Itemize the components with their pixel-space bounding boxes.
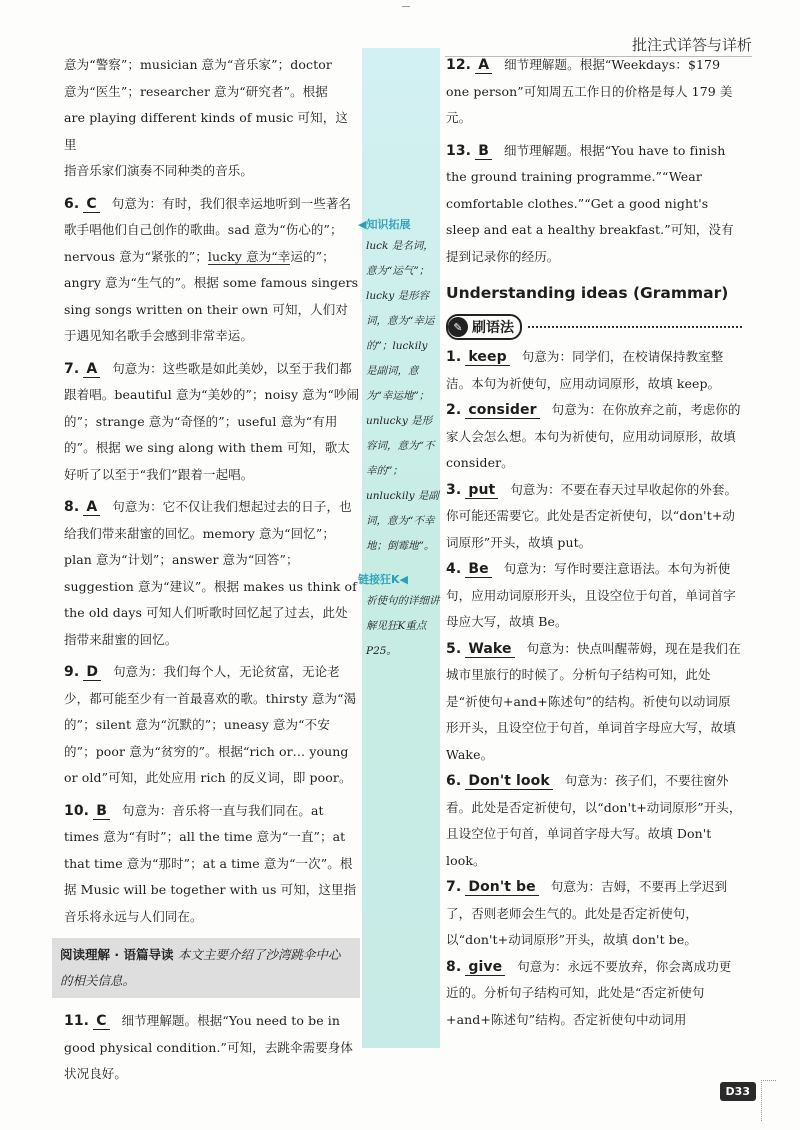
page-number: D33: [720, 1082, 756, 1101]
item-text: 句意为：孩子们，不要往窗外看。此处是否定祈使句，以“don't+动词原形”开头，且设空位于句首，单词首字母大写。故填 Don't look。: [446, 773, 742, 868]
page-header-title: 批注式详答与详析: [631, 36, 752, 54]
right-column: [446, 52, 742, 1033]
left-column: [60, 52, 360, 1094]
item-answer: Be: [465, 561, 491, 578]
item-number: 6.: [64, 195, 80, 212]
item-text: 句意为：吉姆，不要再上学迟到了，否则老师会生气的。此处是否定祈使句，以“don't+动词原形”开头，故填 don't be。: [446, 879, 728, 947]
item-answer: put: [465, 482, 498, 499]
item-text: 句意为：我们每个人，无论贫富，无论老少，都可能至少有一首最喜欢的歌。thirsty 意为“渴的”；silent 意为“沉默的”；uneasy 意为“不安的”；poor 意为“贫穷的”。根据“rich or… young or old”可知，此处应用 rich 的反义词，即 poor。: [64, 664, 357, 785]
link-note: 祈使句的详细讲解见狂K重点P25。: [366, 595, 440, 657]
answer-item: [64, 356, 360, 489]
item-number: 7.: [446, 879, 462, 895]
item-text: 细节理解题。根据“You need to be in good physical condition.”可知，去跳伞需要身体状况良好。: [64, 1013, 354, 1081]
item-text: 句意为：在你放弃之前，考虑你的家人会怎么想。本句为祈使句，应用动词原形，故填 consider。: [446, 402, 741, 470]
grammar-item: [446, 397, 742, 477]
item-number: 12.: [446, 57, 472, 73]
item-text: 句意为：写作时要注意语法。本句为祈使句，应用动词原形开头，且设空位于句首，单词首字母应大写，故填 Be。: [446, 561, 736, 629]
link-tag-label: 链接狂K: [358, 573, 400, 586]
item-number: 7.: [64, 360, 80, 377]
item-number: 11.: [64, 1013, 90, 1029]
grammar-practice-label: 刷语法: [472, 320, 514, 336]
item-answer: A: [475, 57, 492, 74]
item-answer: Wake: [465, 641, 514, 658]
top-mark: [402, 6, 410, 7]
item-number: 13.: [446, 142, 472, 159]
answer-item: [64, 798, 360, 931]
side-note-column: [358, 48, 440, 1048]
knowledge-note: luck 是名词，意为“运气”；lucky 是形容词，意为“幸运的”；luckily 是副词，意为“幸运地”；unlucky 是形容词，意为“不幸的”；unluckily 是副词，意为“不幸地；倒霉地”。: [366, 240, 439, 552]
grammar-item: [446, 874, 742, 954]
item-answer: Don't look: [465, 773, 552, 790]
item-text: 句意为：永远不要放弃，你会离成功更近的。分析句子结构可知，此处是“否定祈使句+and+陈述句”结构。否定祈使句中动词用: [446, 958, 732, 1027]
item-answer: C: [83, 196, 99, 213]
reading-guide-label: 阅读理解 · 语篇导读: [60, 947, 174, 962]
item-number: 9.: [64, 664, 80, 680]
item-text: 句意为：有时，我们很幸运地听到一些著名歌手唱他们自己创作的歌曲。sad 意为“伤心的”；nervous 意为“紧张的”；: [64, 195, 352, 264]
intro-line: are playing different kinds of music 可知，这里: [64, 110, 348, 152]
item-text: 细节理解题。根据“Weekdays：$179 one person”可知周五工作日的价格是每人 179 美元。: [446, 57, 733, 125]
item-text: 细节理解题。根据“You have to finish the ground training programme.”“Wear comfortable clothes.”“Get a good night's sleep and eat a healthy breakfast.”可知，没有提到记录你的经历。: [446, 142, 734, 264]
item-number: 4.: [446, 561, 462, 577]
answer-item: [64, 1008, 360, 1088]
item-number: 2.: [446, 402, 462, 418]
intro-line: 指音乐家们演奏不同种类的音乐。: [64, 163, 254, 178]
item-text: 句意为：不要在春天过早收起你的外套。你可能还需要它。此处是否定祈使句，以“don't+动词原形”开头，故填 put。: [446, 481, 738, 550]
item-answer: consider: [465, 402, 539, 419]
item-text: 句意为：快点叫醒蒂姆，现在是我们在城市里旅行的时候了。分析句子结构可知，此处是“祈使句+and+陈述句”的结构。祈使句以动词原形开头，且设空位于句首，单词首字母应大写，故填 Wake。: [446, 640, 741, 762]
item-answer: B: [93, 803, 110, 820]
grammar-item: [446, 344, 742, 397]
corner-decoration: [761, 1080, 776, 1121]
item-text: 句意为：它不仅让我们想起过去的日子，也给我们带来甜蜜的回忆。memory 意为“回忆”；plan 意为“计划”；answer 意为“回答”；suggestion 意为“建议”。根据 makes us think of the old days 可知人们听歌时回忆起了过去，此处指带来甜蜜的回忆。: [64, 499, 357, 647]
item-text: 句意为：音乐将一直与我们同在。at times 意为“有时”；all the time 意为“一直”；at that time 意为“那时”；at a time 意为“一次”。根据 Music will be together with us 可知，这里指音乐将永远与人们同在。: [64, 802, 357, 924]
item-number: 1.: [446, 349, 462, 365]
section-title: Understanding ideas (Grammar): [446, 284, 729, 302]
item-answer: Don't be: [465, 879, 538, 896]
item-text: 运的”；angry 意为“生气的”。根据 some famous singers sing songs written on their own 可知，人们对于遇见知名歌手会感到非常幸运。: [64, 248, 359, 343]
reading-guide-box: [52, 938, 360, 998]
item-answer: give: [465, 959, 505, 976]
brush-icon: ✎: [448, 317, 468, 337]
intro-line: 意为“医生”；researcher 意为“研究者”。根据: [64, 83, 328, 99]
item-number: 8.: [64, 499, 80, 515]
item-answer: B: [475, 143, 492, 160]
item-number: 3.: [446, 481, 462, 498]
answer-item: [64, 494, 360, 653]
grammar-item: [446, 954, 742, 1034]
intro-line: 意为“警察”；musician 意为“音乐家”；doctor: [64, 57, 332, 72]
grammar-practice-badge: [446, 314, 522, 340]
item-number: 5.: [446, 640, 462, 657]
reading-guide-text: 本文主要介绍了沙湾跳伞中心的相关信息。: [60, 947, 341, 988]
answer-item: [446, 138, 742, 271]
answer-item: [446, 52, 742, 132]
item-answer: A: [83, 499, 100, 516]
grammar-item: [446, 636, 742, 769]
answer-item: [64, 191, 360, 350]
knowledge-tag-label: 知识拓展: [366, 218, 411, 231]
grammar-practice-header: [446, 314, 742, 340]
answer-item: [64, 659, 360, 792]
item-answer: keep: [465, 349, 509, 366]
item-text: 句意为：同学们，在校请保持教室整洁。本句为祈使句，应用动词原形，故填 keep。: [446, 349, 724, 391]
link-tag: 链接狂K◀: [358, 573, 408, 586]
knowledge-tag: ◀知识拓展: [358, 218, 411, 231]
item-highlight: lucky 意为“幸: [207, 248, 291, 264]
item-answer: C: [93, 1013, 109, 1030]
grammar-item: [446, 768, 742, 874]
item-number: 10.: [64, 802, 90, 819]
item-number: 6.: [446, 773, 462, 789]
item-number: 8.: [446, 958, 462, 975]
dotted-divider: [528, 326, 742, 328]
grammar-item: [446, 477, 742, 557]
item-text: 句意为：这些歌是如此美妙，以至于我们都跟着唱。beautiful 意为“美妙的”；noisy 意为“吵闹的”；strange 意为“奇怪的”；useful 意为“有用的”。根据 we sing along with them 可知，歌太好听了以至于“我们”跟着一起唱。: [64, 360, 360, 482]
item-answer: A: [83, 361, 100, 378]
grammar-item: [446, 556, 742, 636]
spacer: [362, 48, 440, 216]
spacer: [362, 559, 440, 571]
item-answer: D: [83, 664, 101, 681]
